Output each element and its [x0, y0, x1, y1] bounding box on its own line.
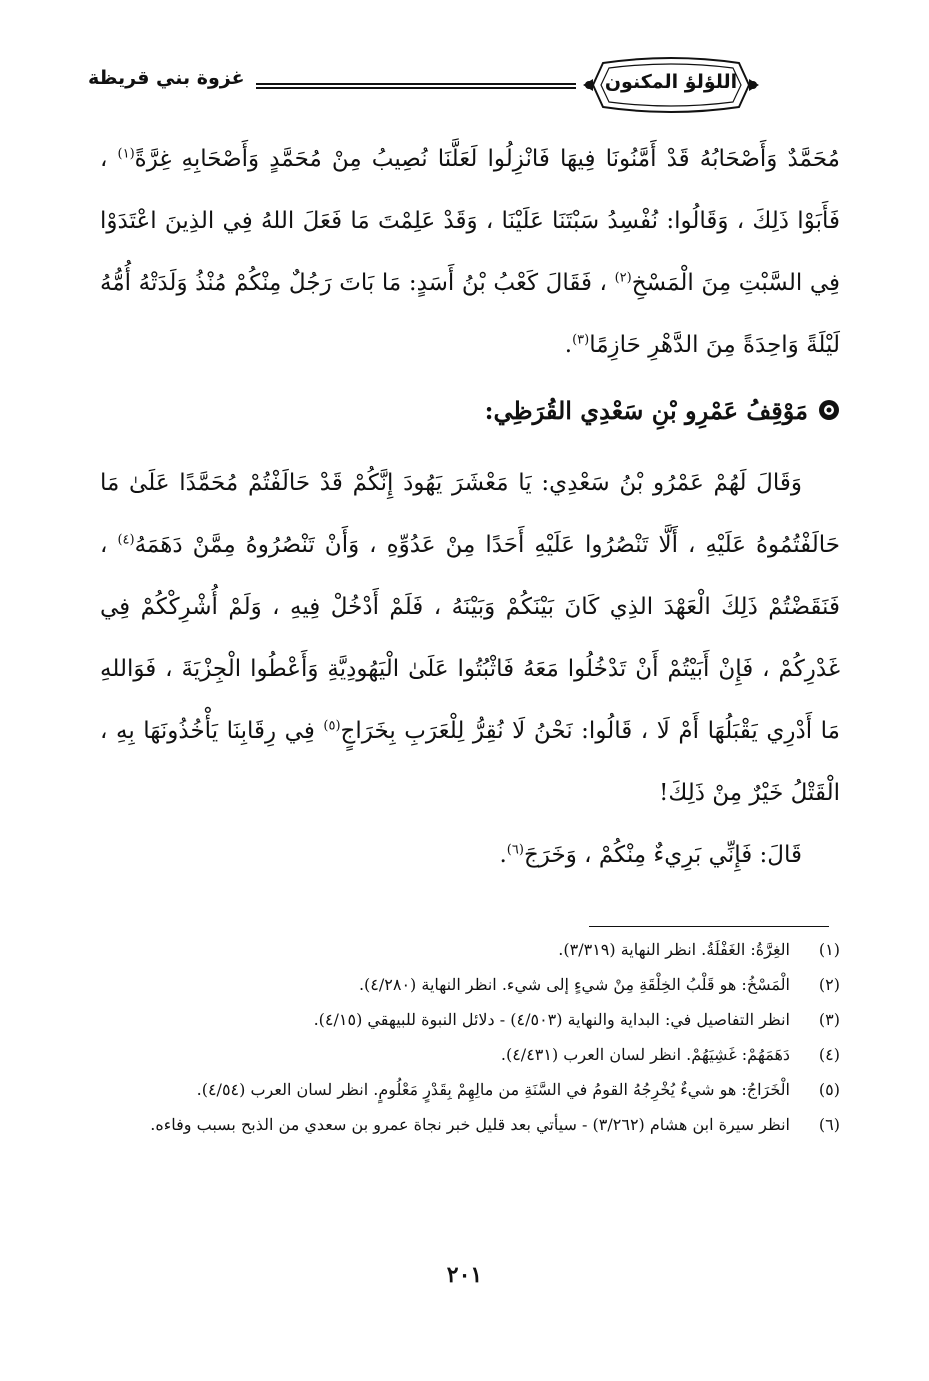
section-heading [100, 380, 840, 444]
footnote-ref-1[interactable]: (١) [117, 146, 135, 162]
footnote-text: انظر التفاصيل في: البداية والنهاية (٤/٥٠٣) - دلائل النبوة للبيهقي (٤/١٥). [313, 1010, 790, 1029]
section-heading-text: مَوْقِفُ عَمْرِو بْنِ سَعْدِي القُرَظِي: [484, 396, 808, 425]
footnote-3 [100, 1004, 840, 1036]
footnote-text: الغِرَّةُ: الغَفْلَةُ. انظر النهاية (٣/٣١٩). [558, 940, 790, 959]
footnote-number: (٥) [818, 1080, 840, 1099]
footnote-2 [100, 969, 840, 1001]
footnote-number: (١) [818, 940, 840, 959]
footnote-ref-5[interactable]: (٥) [323, 717, 341, 733]
footnote-6 [100, 1109, 840, 1141]
main-text [100, 128, 840, 886]
text-run: ، فَنَقَضْتُمْ ذَلِكَ الْعَهْدَ الذِي كَانَ بَيْنَكُمْ وَبَيْنَهُ ، فَلَمْ أَدْخُلْ فِيهِ ، وَلَمْ أُشْرِكْكُمْ فِي غَدْرِكُمْ ، فَإِنْ أَبَيْتُمْ أَنْ تَدْخُلُوا مَعَهُ فَاثْبُتُوا عَلَىٰ الْيَهُودِيَّةِ وَأَعْطُوا الْجِزْيَةَ ، فَوَاللهِ مَا أَدْرِي يَقْبَلُهَا أَمْ لَا ، قَالُوا: نَحْنُ لَا نُقِرُّ لِلْعَرَبِ بِخَرَاجٍ [100, 531, 841, 744]
footnote-ref-3[interactable]: (٣) [572, 332, 590, 348]
footnote-5 [100, 1074, 840, 1106]
header-rule-left [256, 83, 576, 89]
paragraph-2 [100, 452, 840, 824]
text-run: قَالَ: فَإِنِّي بَرِيءٌ مِنْكُمْ ، وَخَرَجَ [523, 841, 802, 868]
footnote-1 [100, 934, 840, 966]
text-run: وَقَالَ لَهُمْ عَمْرُو بْنُ سَعْدِي: يَا مَعْشَرَ يَهُودَ إِنَّكُمْ قَدْ حَالَفْتُمْ مُحَمَّدًا عَلَىٰ مَا حَالَفْتُمُوهُ عَلَيْهِ ، أَلَّا تَنْصُرُوا عَلَيْهِ أَحَدًا مِنْ عَدُوِّهِ ، وَأَنْ تَنْصُرُوهُ مِمَّنْ دَهَمَهُ [100, 469, 840, 558]
footnote-text: انظر سيرة ابن هشام (٣/٢٦٢) - سيأتي بعد قليل خبر نجاة عمرو بن سعدي من الذبح بسبب وفاءه. [150, 1115, 790, 1134]
paragraph-3 [100, 824, 840, 886]
paragraph-1 [100, 128, 840, 376]
footnotes [100, 934, 840, 1144]
text-run: . [564, 332, 573, 358]
footnote-text: دَهَمَهُمْ: غَشِيَهُمْ. انظر لسان العرب (٤/٤٣١). [500, 1045, 790, 1064]
footnote-ref-2[interactable]: (٢) [614, 270, 632, 286]
footnote-number: (٣) [818, 1010, 840, 1029]
footnote-separator [589, 926, 829, 927]
footnote-text: الْخَرَاجُ: هو شيءٌ يُخْرِجُهُ القومُ في السَّنَةِ من مالِهِمْ بِقَدْرٍ مَعْلُومٍ. انظر لسان العرب (٤/٥٤). [196, 1080, 790, 1099]
flower-bullet-icon [818, 382, 840, 444]
text-run: فِي رِقَابِنَا يَأْخُذُونَهَا بِهِ ، الْقَتْلُ خَيْرٌ مِنْ ذَلِكَ! [100, 717, 840, 806]
footnote-ref-6[interactable]: (٦) [506, 841, 524, 857]
footnote-number: (٤) [818, 1045, 840, 1064]
book-title: اللؤلؤ المكنون [604, 71, 738, 93]
footnote-number: (٦) [818, 1115, 840, 1134]
text-run: ، فَأَبَوْا ذَلِكَ ، وَقَالُوا: نُفْسِدُ سَبْتَنَا عَلَيْنَا ، وَقَدْ عَلِمْتَ مَا فَعَلَ اللهُ فِي الذِينَ اعْتَدَوْا فِي السَّبْتِ مِنَ الْمَسْخِ [100, 146, 840, 296]
footnote-ref-4[interactable]: (٤) [117, 531, 135, 547]
running-header [88, 55, 850, 117]
footnote-text: الْمَسْخُ: هو قَلْبُ الخِلْقَةِ مِنْ شيءٍ إلى شيء. انظر النهاية (٤/٢٨٠). [358, 975, 790, 994]
text-run: ، فَقَالَ كَعْبُ بْنُ أَسَدٍ: مَا بَاتَ رَجُلٌ مِنْكُمْ مُنْذُ وَلَدَتْهُ أُمُّهُ لَيْلَةً وَاحِدَةً مِنَ الدَّهْرِ حَازِمًا [100, 270, 840, 358]
chapter-title: غزوة بني قريظة [88, 67, 245, 89]
footnote-number: (٢) [818, 975, 840, 994]
text-run: مُحَمَّدٌ وَأَصْحَابُهُ قَدْ أَمَّنُونَا فِيهَا فَانْزِلُوا لَعَلَّنَا نُصِيبُ مِنْ مُحَمَّدٍ وَأَصْحَابِهِ غِرَّةً [134, 146, 840, 172]
footnote-4 [100, 1039, 840, 1071]
text-run: . [499, 841, 507, 868]
book-title-emblem [583, 55, 759, 115]
page-number: ٢٠١ [446, 1262, 483, 1288]
